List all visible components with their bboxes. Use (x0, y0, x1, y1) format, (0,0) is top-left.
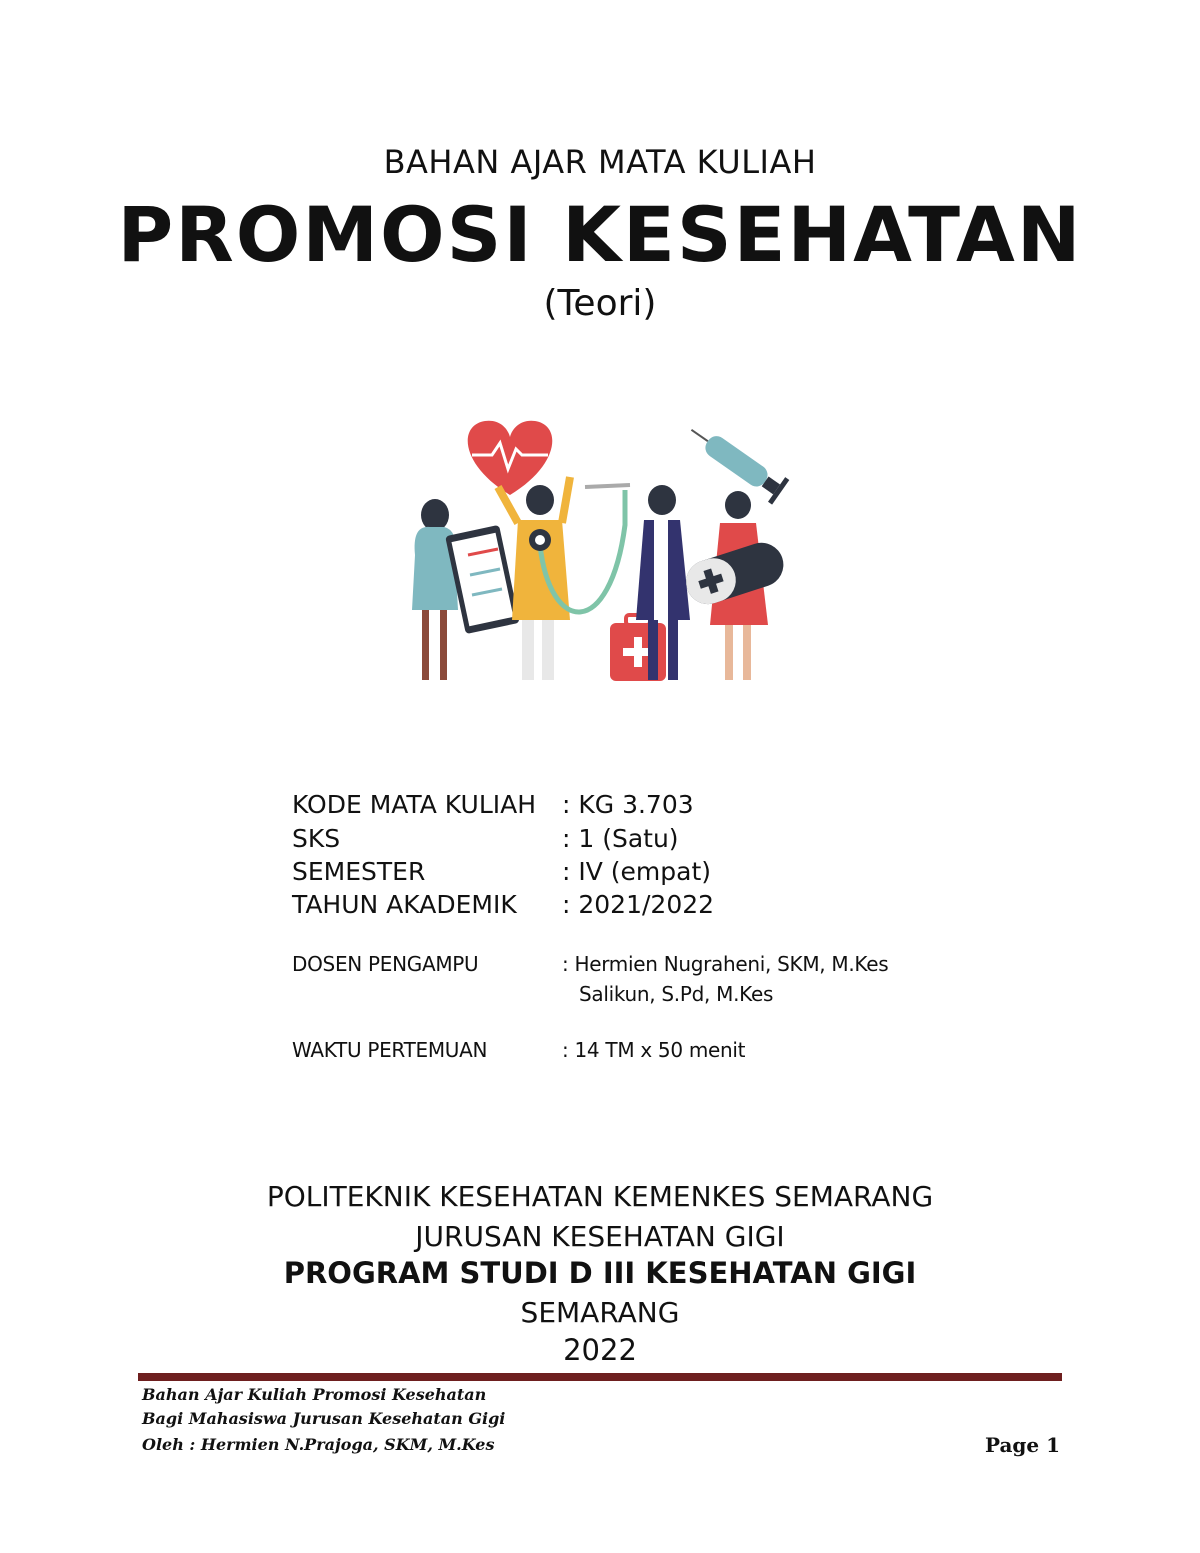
meeting-value: : 14 TM x 50 menit (562, 1038, 746, 1062)
document-subtitle: BAHAN AJAR MATA KULIAH (383, 143, 817, 181)
semester-value: : IV (empat) (562, 857, 712, 886)
publication-year: 2022 (563, 1333, 637, 1367)
lecturer-label: DOSEN PENGAMPU (292, 952, 479, 976)
page-number: Page 1 (984, 1433, 1060, 1457)
credits-label: SKS (292, 824, 341, 853)
department-name: JURUSAN KESEHATAN GIGI (415, 1220, 785, 1253)
lecturer-value-1: : Hermien Nugraheni, SKM, M.Kes (562, 952, 889, 976)
credits-value: : 1 (Satu) (562, 824, 679, 853)
institution-name: POLITEKNIK KESEHATAN KEMENKES SEMARANG (266, 1180, 934, 1213)
person-left (412, 499, 458, 680)
footer-line-2: Bagi Mahasiswa Jurusan Kesehatan Gigi (142, 1409, 506, 1428)
footer-author: Oleh : Hermien N.Prajoga, SKM, M.Kes (142, 1435, 495, 1454)
health-illustration (400, 405, 800, 695)
footer-line-1: Bahan Ajar Kuliah Promosi Kesehatan (142, 1385, 487, 1404)
course-code-value: : KG 3.703 (562, 790, 694, 819)
semester-label: SEMESTER (292, 857, 426, 886)
city-name: SEMARANG (520, 1296, 680, 1329)
heart-pulse-icon (468, 421, 553, 495)
academic-year-label: TAHUN AKADEMIK (292, 890, 517, 919)
footer-divider (138, 1373, 1062, 1381)
document-type: (Teori) (543, 283, 657, 324)
program-name: PROGRAM STUDI D III KESEHATAN GIGI (283, 1256, 917, 1290)
course-code-label: KODE MATA KULIAH (292, 790, 537, 819)
document-title: PROMOSI KESEHATAN (117, 190, 1083, 279)
clipboard-icon (445, 525, 520, 634)
academic-year-value: : 2021/2022 (562, 890, 715, 919)
meeting-label: WAKTU PERTEMUAN (292, 1038, 488, 1062)
lecturer-value-2: Salikun, S.Pd, M.Kes (579, 982, 774, 1006)
